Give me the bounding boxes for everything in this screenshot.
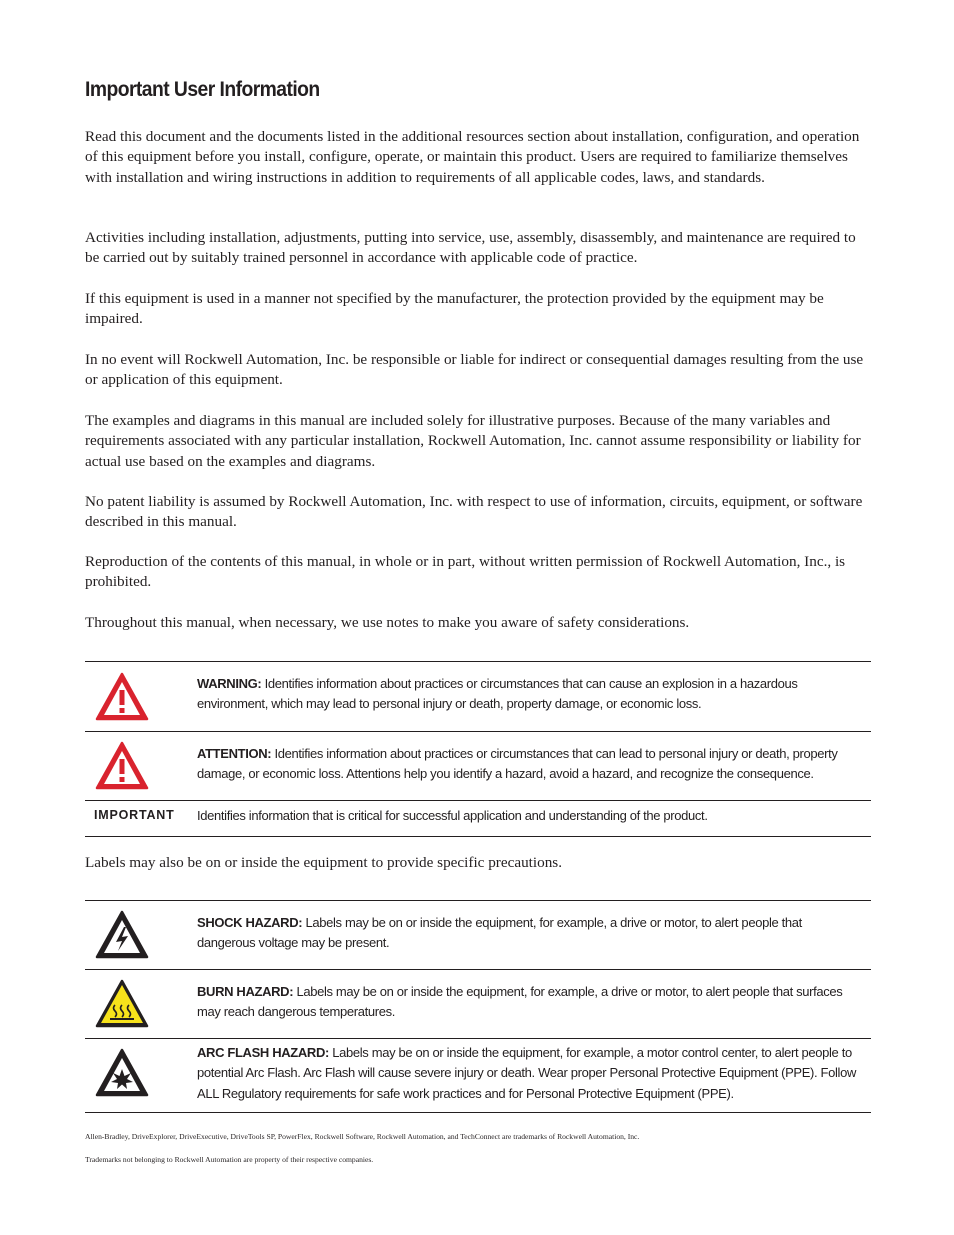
arc-flash-hazard-text: ARC FLASH HAZARD: Labels may be on or inside the equipment, for example, a motor control center, to alert people to potential Arc Flash. Arc Flash will cause severe injury or death. Wear proper Personal Protective Equipment (PPE). Follow ALL Regulatory requirements for safe work practices and for Personal Protective Equipment (PPE).	[197, 1045, 856, 1101]
paragraph-protection-impaired: If this equipment is used in a manner not specified by the manufacturer, the protection provided by the equipment may be impaired.	[85, 290, 824, 328]
paragraph-patent: No patent liability is assumed by Rockwell Automation, Inc. with respect to use of information, circuits, equipment, or software described in this manual.	[85, 493, 863, 531]
attention-row	[85, 732, 871, 801]
warning-label: WARNING:	[197, 676, 262, 691]
trademark-footnote: Allen-Bradley, DriveExplorer, DriveExecutive, DriveTools SP, PowerFlex, Rockwell Software, Rockwell Automation, and TechConnect are trademarks of Rockwell Automation, Inc.	[85, 1132, 640, 1141]
warning-text: WARNING: Identifies information about practices or circumstances that can cause an explosion in a hazardous environment, which may lead to personal injury or death, property damage, or economic loss.	[197, 676, 798, 712]
exclamation-triangle-icon	[94, 671, 150, 723]
paragraph-reproduction: Reproduction of the contents of this manual, in whole or in part, without written permission of Rockwell Automation, Inc., is prohibited.	[85, 553, 846, 591]
burn-hazard-text: BURN HAZARD: Labels may be on or inside the equipment, for example, a drive or motor, to alert people that surfaces may reach dangerous temperatures.	[197, 984, 843, 1020]
lightning-triangle-icon	[94, 909, 150, 961]
shock-hazard-row	[85, 901, 871, 970]
paragraph-liability: In no event will Rockwell Automation, Inc. be responsible or liable for indirect or consequential damages resulting from the use or application of this equipment.	[85, 351, 864, 389]
paragraph-examples: The examples and diagrams in this manual are included solely for illustrative purposes. Because of the many variables and requirements associated with any particular installation, Rockwell Automation, Inc. cannot assume responsibility or liability for actual use based on the examples and diagrams.	[85, 412, 861, 470]
warning-row	[85, 662, 871, 732]
safety-notes-table	[85, 661, 871, 837]
labels-intro: Labels may also be on or inside the equipment to provide specific precautions.	[85, 854, 563, 871]
important-label: IMPORTANT	[94, 808, 175, 822]
burn-hazard-row	[85, 970, 871, 1039]
page-title: Important User Information	[85, 78, 320, 101]
paragraph-read-document: Read this document and the documents listed in the additional resources section about installation, configuration, and operation of this equipment before you install, configure, operate, or maintain this product. Users are required to familiarize themselves with installation and wiring instructions in addition to requirements of all applicable codes, laws, and standards.	[85, 128, 860, 186]
third-party-trademark-footnote: Trademarks not belonging to Rockwell Automation are property of their respective companies.	[85, 1155, 374, 1164]
burn-hazard-label: BURN HAZARD:	[197, 984, 294, 999]
arc-flash-triangle-icon	[94, 1047, 150, 1099]
paragraph-trained-personnel: Activities including installation, adjustments, putting into service, use, assembly, disassembly, and maintenance are required to be carried out by suitably trained personnel in accordance with applicable code of practice.	[85, 229, 856, 267]
shock-hazard-text: SHOCK HAZARD: Labels may be on or inside the equipment, for example, a drive or motor, to alert people that dangerous voltage may be present.	[197, 915, 802, 951]
shock-hazard-label: SHOCK HAZARD:	[197, 915, 303, 930]
hazard-labels-table	[85, 900, 871, 1113]
exclamation-triangle-icon	[94, 740, 150, 792]
arc-flash-hazard-row	[85, 1039, 871, 1113]
important-row	[85, 801, 871, 837]
arc-flash-hazard-label: ARC FLASH HAZARD:	[197, 1045, 329, 1060]
paragraph-safety-intro: Throughout this manual, when necessary, we use notes to make you aware of safety considerations.	[85, 614, 690, 631]
attention-label: ATTENTION:	[197, 746, 272, 761]
attention-text: ATTENTION: Identifies information about practices or circumstances that can lead to personal injury or death, property damage, or economic loss. Attentions help you identify a hazard, avoid a hazard, and recognize the consequence.	[197, 746, 838, 782]
important-text: Identifies information that is critical for successful application and understanding of the product.	[197, 808, 708, 823]
hot-surface-triangle-icon	[94, 978, 150, 1030]
